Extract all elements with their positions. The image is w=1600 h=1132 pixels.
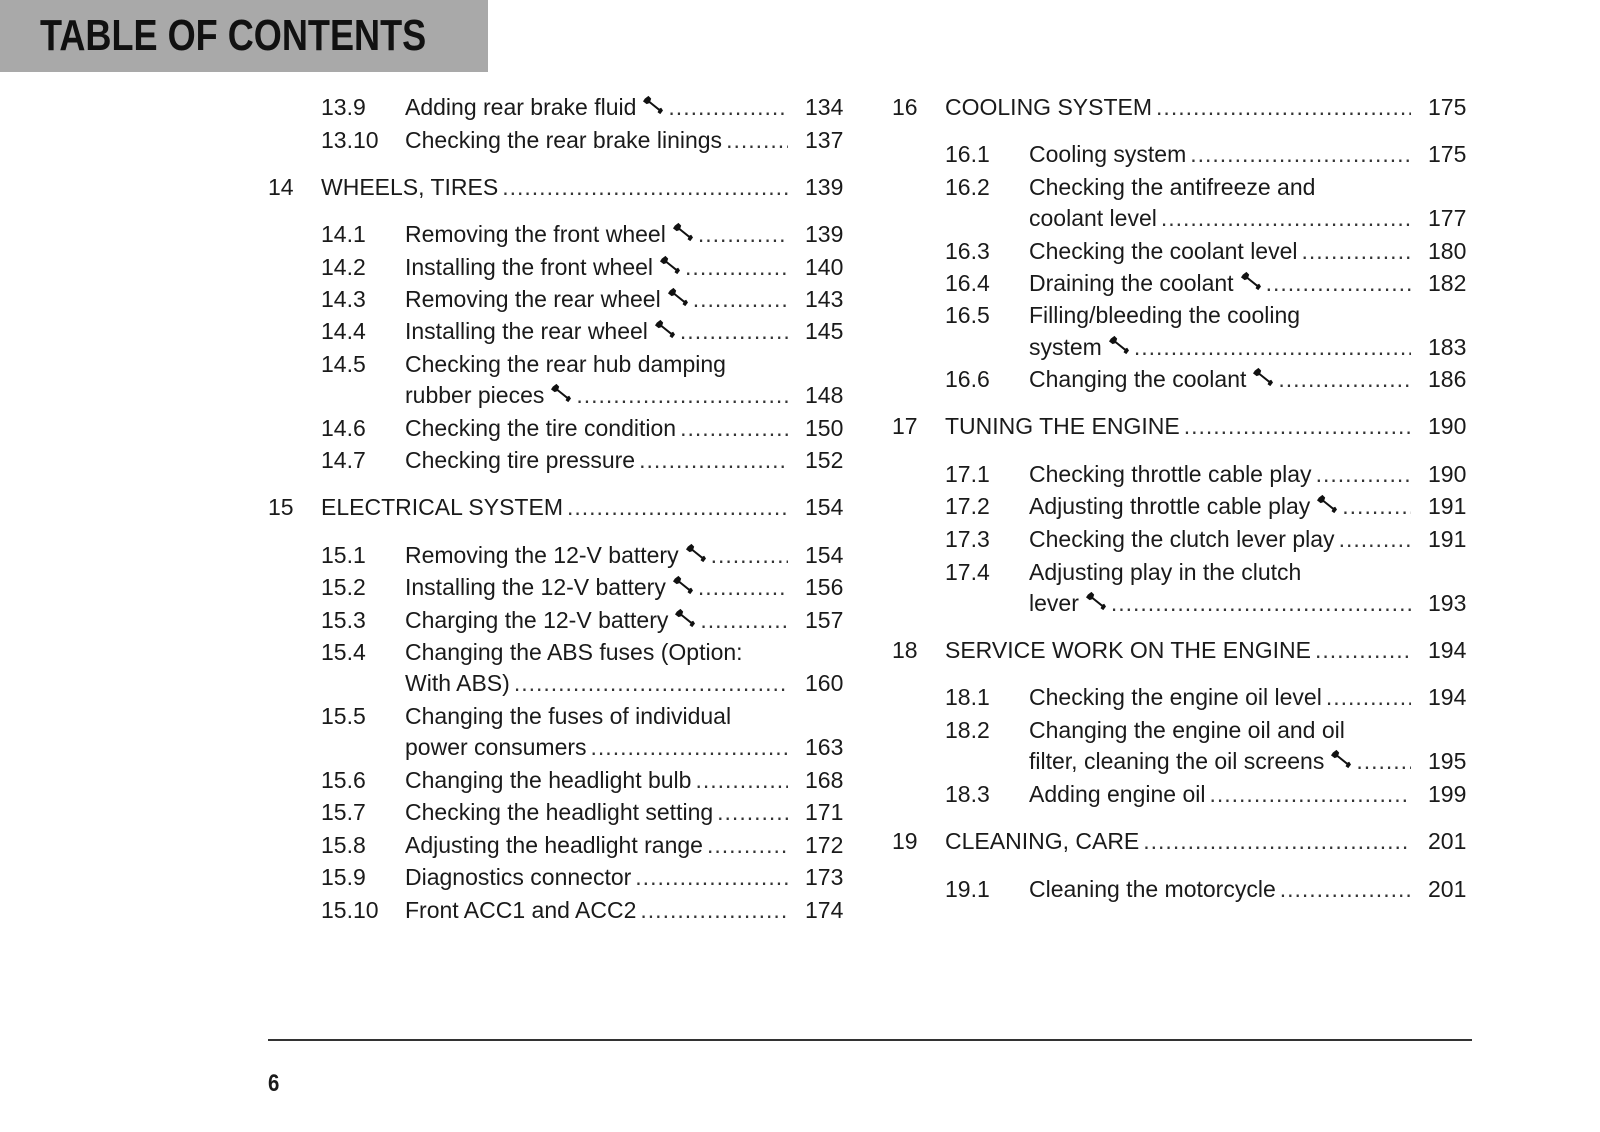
section-number: 14.2 xyxy=(321,254,366,280)
entry-title: Changing the engine oil and oil xyxy=(1029,717,1345,743)
section-number: 13.9 xyxy=(321,94,366,120)
page-reference[interactable]: 180 xyxy=(1428,238,1467,264)
entry-title: power consumers xyxy=(405,734,587,760)
toc-section-entry[interactable] xyxy=(0,491,1600,521)
dot-leader xyxy=(1280,874,1411,904)
toc-section-entry[interactable] xyxy=(0,172,1600,202)
page-reference[interactable]: 199 xyxy=(1428,781,1467,807)
entry-title: Removing the 12-V battery xyxy=(405,542,679,568)
section-number: 14 xyxy=(268,174,294,200)
page-reference[interactable]: 191 xyxy=(1428,526,1467,552)
entry-title: Diagnostics connector xyxy=(405,864,632,890)
dot-leader xyxy=(1111,588,1411,618)
section-number: 17.3 xyxy=(945,526,990,552)
section-number: 15.2 xyxy=(321,574,366,600)
entry-title: ELECTRICAL SYSTEM xyxy=(321,494,563,520)
entry-title: Draining the coolant xyxy=(1029,270,1234,296)
section-number: 15.5 xyxy=(321,703,366,729)
page-reference[interactable]: 201 xyxy=(1428,828,1467,854)
entry-title: Changing the coolant xyxy=(1029,366,1247,392)
entry-title: Removing the rear wheel xyxy=(405,286,661,312)
page-reference[interactable]: 174 xyxy=(805,897,844,923)
page-reference[interactable]: 186 xyxy=(1428,366,1467,392)
section-number: 14.1 xyxy=(321,221,366,247)
toc-section-entry[interactable] xyxy=(0,139,1600,169)
toc-chapter-entry[interactable] xyxy=(0,826,1600,856)
entry-title: system xyxy=(1029,334,1102,360)
toc-section-entry[interactable] xyxy=(0,332,1600,362)
entry-title: Checking tire pressure xyxy=(405,447,636,473)
section-number: 14.5 xyxy=(321,351,366,377)
page-reference[interactable]: 177 xyxy=(1428,205,1467,231)
toc-chapter-entry[interactable] xyxy=(0,635,1600,665)
toc-section-entry[interactable] xyxy=(0,459,1600,489)
section-number: 16.1 xyxy=(945,141,990,167)
page-reference[interactable]: 175 xyxy=(1428,141,1467,167)
page-reference[interactable]: 154 xyxy=(805,494,844,520)
toc-section-entry[interactable] xyxy=(0,874,1600,904)
toc-section-entry[interactable] xyxy=(0,236,1600,266)
section-number: 16.3 xyxy=(945,238,990,264)
toc-section-entry[interactable] xyxy=(0,682,1600,712)
page-reference[interactable]: 143 xyxy=(805,286,844,312)
section-number: 15.8 xyxy=(321,832,366,858)
section-number: 15.9 xyxy=(321,864,366,890)
page-reference[interactable]: 156 xyxy=(805,574,844,600)
entry-title: SERVICE WORK ON THE ENGINE xyxy=(945,637,1311,663)
wrench-icon xyxy=(1108,332,1130,352)
entry-title: Installing the front wheel xyxy=(405,254,654,280)
section-number: 17.1 xyxy=(945,461,990,487)
wrench-icon xyxy=(1085,588,1107,608)
page-reference[interactable]: 134 xyxy=(805,94,844,120)
toc-section-entry[interactable] xyxy=(0,524,1600,554)
page-reference[interactable]: 163 xyxy=(805,734,844,760)
entry-title: With ABS) xyxy=(405,670,510,696)
dot-leader xyxy=(1143,826,1411,856)
entry-title: Front ACC1 and ACC2 xyxy=(405,897,637,923)
entry-title: coolant level xyxy=(1029,205,1157,231)
entry-title: Checking the clutch lever play xyxy=(1029,526,1335,552)
entry-title: Removing the front wheel xyxy=(405,221,666,247)
page-title: TABLE OF CONTENTS xyxy=(40,11,427,60)
page-reference[interactable]: 145 xyxy=(805,318,844,344)
page-reference[interactable]: 193 xyxy=(1428,590,1467,616)
page-reference[interactable]: 152 xyxy=(805,447,844,473)
dot-leader xyxy=(1266,268,1411,298)
page-reference[interactable]: 201 xyxy=(1428,876,1467,902)
entry-title: Adding engine oil xyxy=(1029,781,1206,807)
page-reference[interactable]: 190 xyxy=(1428,461,1467,487)
section-number: 13.10 xyxy=(321,127,379,153)
section-number: 15.4 xyxy=(321,639,366,665)
entry-title: Adjusting the headlight range xyxy=(405,832,703,858)
toc-section-entry[interactable] xyxy=(0,300,1600,330)
title-band xyxy=(0,0,488,72)
entry-title: Checking the engine oil level xyxy=(1029,684,1322,710)
entry-title: TUNING THE ENGINE xyxy=(945,413,1180,439)
section-number: 16 xyxy=(892,94,918,120)
page-reference[interactable]: 139 xyxy=(805,174,844,200)
section-number: 15.6 xyxy=(321,767,366,793)
section-number: 16.6 xyxy=(945,366,990,392)
toc-section-entry[interactable] xyxy=(0,746,1600,776)
page-reference[interactable]: 154 xyxy=(805,542,844,568)
entry-title: Checking the coolant level xyxy=(1029,238,1298,264)
toc-section-entry[interactable] xyxy=(0,557,1600,587)
dot-leader xyxy=(1278,364,1411,394)
entry-title: Changing the headlight bulb xyxy=(405,767,692,793)
entry-title: Cooling system xyxy=(1029,141,1187,167)
toc-section-entry[interactable] xyxy=(0,588,1600,618)
section-number: 16.5 xyxy=(945,302,990,328)
entry-title: Adjusting throttle cable play xyxy=(1029,493,1311,519)
section-number: 15.1 xyxy=(321,542,366,568)
dot-leader xyxy=(1190,139,1411,169)
dot-leader xyxy=(1315,635,1411,665)
entry-title: Filling/bleeding the cooling xyxy=(1029,302,1301,328)
entry-title: Adjusting play in the clutch xyxy=(1029,559,1302,585)
toc-chapter-entry[interactable] xyxy=(0,411,1600,441)
page-reference[interactable]: 172 xyxy=(805,832,844,858)
dot-leader xyxy=(1302,236,1412,266)
wrench-icon xyxy=(1316,491,1338,511)
page-reference[interactable]: 160 xyxy=(805,670,844,696)
footer-divider xyxy=(268,1039,1472,1041)
page-reference[interactable]: 182 xyxy=(1428,270,1467,296)
page-reference[interactable]: 140 xyxy=(805,254,844,280)
section-number: 14.3 xyxy=(321,286,366,312)
page-reference[interactable]: 183 xyxy=(1428,334,1467,360)
section-number: 18.2 xyxy=(945,717,990,743)
page-reference[interactable]: 195 xyxy=(1428,748,1467,774)
dot-leader xyxy=(1184,411,1411,441)
section-number: 16.2 xyxy=(945,174,990,200)
section-number: 19.1 xyxy=(945,876,990,902)
page-number: 6 xyxy=(268,1070,280,1097)
section-number: 17.2 xyxy=(945,493,990,519)
wrench-icon xyxy=(1330,746,1352,766)
section-number: 17 xyxy=(892,413,918,439)
section-number: 15.10 xyxy=(321,897,379,923)
page-reference[interactable]: 168 xyxy=(805,767,844,793)
section-number: 18 xyxy=(892,637,918,663)
entry-title: COOLING SYSTEM xyxy=(945,94,1153,120)
page-reference[interactable]: 139 xyxy=(805,221,844,247)
section-number: 14.6 xyxy=(321,415,366,441)
dot-leader xyxy=(1326,682,1411,712)
page-reference[interactable]: 194 xyxy=(1428,637,1467,663)
dot-leader xyxy=(1356,746,1411,776)
section-number: 14.4 xyxy=(321,318,366,344)
dot-leader xyxy=(1339,524,1411,554)
entry-title: Adding rear brake fluid xyxy=(405,94,637,120)
page-reference[interactable]: 190 xyxy=(1428,413,1467,439)
toc-section-entry[interactable] xyxy=(0,203,1600,233)
wrench-icon xyxy=(1252,364,1274,384)
page-reference[interactable]: 175 xyxy=(1428,94,1467,120)
section-number: 19 xyxy=(892,828,918,854)
dot-leader xyxy=(1342,491,1411,521)
section-number: 15 xyxy=(268,494,294,520)
entry-title: Charging the 12-V battery xyxy=(405,607,669,633)
entry-title: CLEANING, CARE xyxy=(945,828,1140,854)
section-number: 15.3 xyxy=(321,607,366,633)
dot-leader xyxy=(1161,203,1411,233)
dot-leader xyxy=(1209,779,1411,809)
entry-title: WHEELS, TIRES xyxy=(321,174,499,200)
toc-chapter-entry[interactable] xyxy=(0,92,1600,122)
dot-leader xyxy=(1134,332,1411,362)
section-number: 17.4 xyxy=(945,559,990,585)
wrench-icon xyxy=(1240,268,1262,288)
entry-title: filter, cleaning the oil screens xyxy=(1029,748,1325,774)
entry-title: Checking the antifreeze and xyxy=(1029,174,1316,200)
toc-section-entry[interactable] xyxy=(0,715,1600,745)
page-reference[interactable]: 150 xyxy=(805,415,844,441)
dot-leader xyxy=(1316,459,1411,489)
entry-title: Checking throttle cable play xyxy=(1029,461,1312,487)
page-reference[interactable]: 173 xyxy=(805,864,844,890)
entry-title: Changing the ABS fuses (Option: xyxy=(405,639,743,665)
entry-title: Checking the rear brake linings xyxy=(405,127,723,153)
section-number: 16.4 xyxy=(945,270,990,296)
entry-title: Checking the rear hub damping xyxy=(405,351,726,377)
page-reference[interactable]: 137 xyxy=(805,127,844,153)
entry-title: Cleaning the motorcycle xyxy=(1029,876,1276,902)
toc-section-entry[interactable] xyxy=(0,364,1600,394)
toc-section-entry[interactable] xyxy=(0,779,1600,809)
entry-title: Checking the tire condition xyxy=(405,415,677,441)
section-number: 15.7 xyxy=(321,799,366,825)
entry-title: rubber pieces xyxy=(405,382,545,408)
entry-title: Installing the rear wheel xyxy=(405,318,648,344)
page-reference[interactable]: 194 xyxy=(1428,684,1467,710)
section-number: 18.1 xyxy=(945,684,990,710)
toc-section-entry[interactable] xyxy=(0,268,1600,298)
section-number: 14.7 xyxy=(321,447,366,473)
page-reference[interactable]: 148 xyxy=(805,382,844,408)
page-reference[interactable]: 191 xyxy=(1428,493,1467,519)
section-number: 18.3 xyxy=(945,781,990,807)
dot-leader xyxy=(1156,92,1411,122)
page-reference[interactable]: 171 xyxy=(805,799,844,825)
page-reference[interactable]: 157 xyxy=(805,607,844,633)
entry-title: Checking the headlight setting xyxy=(405,799,714,825)
entry-title: Installing the 12-V battery xyxy=(405,574,666,600)
entry-title: Changing the fuses of individual xyxy=(405,703,732,729)
entry-title: lever xyxy=(1029,590,1079,616)
